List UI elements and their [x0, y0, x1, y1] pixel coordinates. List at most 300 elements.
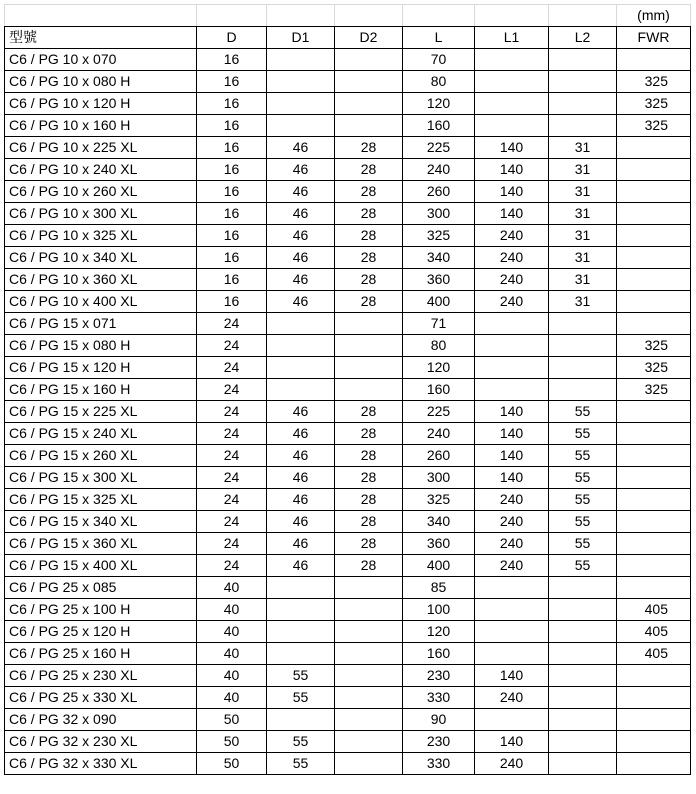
cell-d1: 46: [267, 401, 335, 423]
cell-d: 16: [197, 49, 267, 71]
cell-model: C6 / PG 15 x 360 XL: [5, 533, 197, 555]
cell-l1: 140: [475, 423, 549, 445]
cell-model: C6 / PG 10 x 340 XL: [5, 247, 197, 269]
cell-l: 400: [403, 555, 475, 577]
cell-l: 300: [403, 467, 475, 489]
cell-model: C6 / PG 32 x 330 XL: [5, 753, 197, 775]
cell-d2: 28: [335, 159, 403, 181]
cell-l2: [549, 577, 617, 599]
cell-d2: [335, 577, 403, 599]
cell-model: C6 / PG 15 x 120 H: [5, 357, 197, 379]
table-row: [5, 511, 691, 533]
cell-d: 24: [197, 335, 267, 357]
cell-l1: [475, 709, 549, 731]
cell-model: C6 / PG 10 x 160 H: [5, 115, 197, 137]
cell-l: 340: [403, 247, 475, 269]
cell-l1: 240: [475, 225, 549, 247]
cell-fwr: [617, 467, 691, 489]
cell-l2: [549, 599, 617, 621]
table-row: [5, 313, 691, 335]
cell-l: 160: [403, 379, 475, 401]
cell-d: 40: [197, 687, 267, 709]
cell-l: 225: [403, 137, 475, 159]
cell-d2: 28: [335, 555, 403, 577]
cell-l1: 240: [475, 489, 549, 511]
cell-l: 85: [403, 577, 475, 599]
cell-d2: 28: [335, 247, 403, 269]
cell-l1: 240: [475, 291, 549, 313]
cell-fwr: [617, 137, 691, 159]
cell-l1: 140: [475, 159, 549, 181]
header-d: D: [197, 27, 267, 49]
table-row: [5, 709, 691, 731]
cell-d2: 28: [335, 225, 403, 247]
table-row: [5, 181, 691, 203]
cell-model: C6 / PG 32 x 230 XL: [5, 731, 197, 753]
cell-d1: 46: [267, 225, 335, 247]
cell-d1: 46: [267, 533, 335, 555]
cell-l2: [549, 93, 617, 115]
cell-d: 24: [197, 313, 267, 335]
cell-l2: 31: [549, 247, 617, 269]
cell-model: C6 / PG 10 x 080 H: [5, 71, 197, 93]
cell-l1: [475, 621, 549, 643]
cell-d2: [335, 357, 403, 379]
cell-l: 330: [403, 753, 475, 775]
cell-l1: 140: [475, 181, 549, 203]
cell-d2: [335, 335, 403, 357]
cell-d: 16: [197, 269, 267, 291]
cell-d2: [335, 621, 403, 643]
table-row: [5, 599, 691, 621]
cell-l2: 31: [549, 137, 617, 159]
header-fwr: FWR: [617, 27, 691, 49]
cell-fwr: [617, 555, 691, 577]
header-l: L: [403, 27, 475, 49]
cell-l2: 55: [549, 533, 617, 555]
cell-d: 16: [197, 203, 267, 225]
cell-d1: 55: [267, 665, 335, 687]
cell-d: 24: [197, 511, 267, 533]
cell-fwr: [617, 225, 691, 247]
cell-d2: [335, 71, 403, 93]
cell-l2: 55: [549, 511, 617, 533]
cell-model: C6 / PG 10 x 225 XL: [5, 137, 197, 159]
cell-d2: [335, 709, 403, 731]
cell-d2: 28: [335, 203, 403, 225]
cell-d1: 46: [267, 445, 335, 467]
cell-l2: [549, 379, 617, 401]
cell-l2: 55: [549, 423, 617, 445]
cell-d2: 28: [335, 401, 403, 423]
cell-l: 230: [403, 731, 475, 753]
cell-l: 80: [403, 335, 475, 357]
cell-l1: [475, 93, 549, 115]
table-row: [5, 115, 691, 137]
table-row: [5, 203, 691, 225]
cell-d2: 28: [335, 445, 403, 467]
cell-model: C6 / PG 10 x 120 H: [5, 93, 197, 115]
cell-d2: [335, 313, 403, 335]
cell-d: 24: [197, 533, 267, 555]
cell-l2: 55: [549, 401, 617, 423]
cell-l2: [549, 335, 617, 357]
cell-d1: [267, 621, 335, 643]
cell-l: 240: [403, 159, 475, 181]
cell-d: 24: [197, 357, 267, 379]
cell-fwr: [617, 49, 691, 71]
cell-l: 330: [403, 687, 475, 709]
cell-d1: 46: [267, 203, 335, 225]
table-row: [5, 247, 691, 269]
cell-l2: 31: [549, 269, 617, 291]
cell-l1: [475, 115, 549, 137]
cell-model: C6 / PG 32 x 090: [5, 709, 197, 731]
cell-d1: [267, 313, 335, 335]
cell-fwr: [617, 753, 691, 775]
cell-l2: [549, 313, 617, 335]
cell-d2: 28: [335, 467, 403, 489]
header-row: [5, 27, 691, 49]
cell-l: 260: [403, 445, 475, 467]
cell-l: 160: [403, 643, 475, 665]
table-row: [5, 687, 691, 709]
cell-fwr: [617, 445, 691, 467]
cell-d2: [335, 731, 403, 753]
cell-d: 24: [197, 467, 267, 489]
cell-fwr: [617, 665, 691, 687]
cell-d2: [335, 115, 403, 137]
cell-l: 120: [403, 357, 475, 379]
cell-l: 100: [403, 599, 475, 621]
cell-l2: [549, 115, 617, 137]
unit-row: [5, 5, 691, 27]
table-row: [5, 533, 691, 555]
cell-model: C6 / PG 10 x 400 XL: [5, 291, 197, 313]
cell-model: C6 / PG 15 x 300 XL: [5, 467, 197, 489]
cell-d: 40: [197, 621, 267, 643]
cell-l1: 140: [475, 203, 549, 225]
cell-d2: [335, 93, 403, 115]
cell-l: 400: [403, 291, 475, 313]
cell-d1: [267, 643, 335, 665]
cell-fwr: 325: [617, 71, 691, 93]
cell-fwr: 325: [617, 357, 691, 379]
cell-l: 160: [403, 115, 475, 137]
cell-l: 71: [403, 313, 475, 335]
cell-d1: [267, 93, 335, 115]
cell-d1: 55: [267, 731, 335, 753]
cell-d: 24: [197, 379, 267, 401]
cell-l2: 55: [549, 489, 617, 511]
cell-d1: [267, 115, 335, 137]
cell-l1: 240: [475, 247, 549, 269]
cell-l1: 240: [475, 687, 549, 709]
cell-l1: 240: [475, 555, 549, 577]
cell-fwr: [617, 269, 691, 291]
cell-d2: [335, 599, 403, 621]
cell-l: 360: [403, 269, 475, 291]
cell-fwr: [617, 577, 691, 599]
cell-l1: [475, 599, 549, 621]
cell-l: 90: [403, 709, 475, 731]
cell-model: C6 / PG 10 x 325 XL: [5, 225, 197, 247]
cell-model: C6 / PG 25 x 120 H: [5, 621, 197, 643]
cell-l: 340: [403, 511, 475, 533]
unit-label: (mm): [617, 5, 691, 27]
cell-model: C6 / PG 15 x 400 XL: [5, 555, 197, 577]
cell-l: 80: [403, 71, 475, 93]
cell-d1: [267, 599, 335, 621]
cell-d1: 55: [267, 753, 335, 775]
cell-l2: 31: [549, 291, 617, 313]
cell-fwr: [617, 533, 691, 555]
cell-fwr: 405: [617, 643, 691, 665]
cell-l2: [549, 643, 617, 665]
cell-d: 40: [197, 599, 267, 621]
cell-l2: 55: [549, 467, 617, 489]
cell-l2: [549, 687, 617, 709]
cell-model: C6 / PG 10 x 070: [5, 49, 197, 71]
cell-d: 16: [197, 159, 267, 181]
cell-d1: [267, 49, 335, 71]
table-row: [5, 555, 691, 577]
cell-l1: [475, 357, 549, 379]
table-row: [5, 93, 691, 115]
cell-l1: 140: [475, 731, 549, 753]
cell-l: 70: [403, 49, 475, 71]
spec-table-container: [4, 4, 691, 775]
cell-fwr: 325: [617, 379, 691, 401]
cell-model: C6 / PG 25 x 160 H: [5, 643, 197, 665]
cell-l: 300: [403, 203, 475, 225]
cell-fwr: [617, 291, 691, 313]
cell-l2: [549, 665, 617, 687]
cell-d: 16: [197, 225, 267, 247]
cell-model: C6 / PG 25 x 230 XL: [5, 665, 197, 687]
cell-d2: 28: [335, 137, 403, 159]
cell-l2: [549, 731, 617, 753]
cell-d2: 28: [335, 533, 403, 555]
table-row: [5, 665, 691, 687]
cell-fwr: [617, 687, 691, 709]
header-d1: D1: [267, 27, 335, 49]
cell-d: 16: [197, 137, 267, 159]
cell-model: C6 / PG 10 x 240 XL: [5, 159, 197, 181]
cell-l1: [475, 577, 549, 599]
cell-model: C6 / PG 15 x 240 XL: [5, 423, 197, 445]
cell-d2: 28: [335, 181, 403, 203]
cell-model: C6 / PG 15 x 080 H: [5, 335, 197, 357]
header-d2: D2: [335, 27, 403, 49]
cell-l1: [475, 313, 549, 335]
cell-d1: 46: [267, 489, 335, 511]
cell-fwr: 325: [617, 335, 691, 357]
cell-fwr: 405: [617, 621, 691, 643]
cell-d1: [267, 709, 335, 731]
cell-l1: 140: [475, 467, 549, 489]
cell-model: C6 / PG 15 x 160 H: [5, 379, 197, 401]
cell-l: 260: [403, 181, 475, 203]
cell-model: C6 / PG 15 x 225 XL: [5, 401, 197, 423]
cell-d2: 28: [335, 489, 403, 511]
cell-l: 325: [403, 225, 475, 247]
cell-fwr: [617, 181, 691, 203]
cell-model: C6 / PG 15 x 340 XL: [5, 511, 197, 533]
table-row: [5, 291, 691, 313]
cell-l1: [475, 335, 549, 357]
table-row: [5, 445, 691, 467]
cell-model: C6 / PG 25 x 085: [5, 577, 197, 599]
cell-model: C6 / PG 25 x 330 XL: [5, 687, 197, 709]
cell-d1: 46: [267, 247, 335, 269]
cell-fwr: 325: [617, 93, 691, 115]
table-row: [5, 401, 691, 423]
cell-fwr: [617, 203, 691, 225]
table-row: [5, 731, 691, 753]
table-row: [5, 357, 691, 379]
cell-l2: [549, 357, 617, 379]
cell-d1: 46: [267, 269, 335, 291]
cell-d2: [335, 753, 403, 775]
cell-l2: 31: [549, 159, 617, 181]
cell-d1: 46: [267, 137, 335, 159]
cell-d1: 55: [267, 687, 335, 709]
table-row: [5, 379, 691, 401]
cell-d1: [267, 577, 335, 599]
header-l1: L1: [475, 27, 549, 49]
spec-table: [4, 4, 691, 775]
cell-l2: 55: [549, 445, 617, 467]
cell-l1: 140: [475, 401, 549, 423]
table-row: [5, 225, 691, 247]
cell-d1: [267, 335, 335, 357]
cell-model: C6 / PG 10 x 360 XL: [5, 269, 197, 291]
cell-d: 24: [197, 401, 267, 423]
cell-model: C6 / PG 15 x 071: [5, 313, 197, 335]
cell-d: 50: [197, 731, 267, 753]
cell-d: 16: [197, 291, 267, 313]
cell-l: 360: [403, 533, 475, 555]
cell-l1: [475, 643, 549, 665]
cell-model: C6 / PG 10 x 260 XL: [5, 181, 197, 203]
cell-d: 24: [197, 555, 267, 577]
cell-l1: [475, 379, 549, 401]
cell-d2: 28: [335, 511, 403, 533]
cell-l2: [549, 753, 617, 775]
cell-model: C6 / PG 25 x 100 H: [5, 599, 197, 621]
table-row: [5, 753, 691, 775]
cell-l2: 55: [549, 555, 617, 577]
cell-d1: 46: [267, 159, 335, 181]
cell-l: 120: [403, 621, 475, 643]
cell-d2: [335, 643, 403, 665]
cell-fwr: [617, 489, 691, 511]
cell-d: 24: [197, 489, 267, 511]
cell-fwr: 325: [617, 115, 691, 137]
cell-d2: 28: [335, 291, 403, 313]
cell-l1: 140: [475, 137, 549, 159]
header-l2: L2: [549, 27, 617, 49]
cell-d2: [335, 687, 403, 709]
cell-d: 16: [197, 181, 267, 203]
cell-fwr: [617, 709, 691, 731]
table-row: [5, 159, 691, 181]
cell-d1: 46: [267, 511, 335, 533]
cell-fwr: [617, 313, 691, 335]
cell-fwr: [617, 731, 691, 753]
cell-d: 50: [197, 709, 267, 731]
table-row: [5, 577, 691, 599]
cell-d1: 46: [267, 423, 335, 445]
cell-l1: 240: [475, 753, 549, 775]
cell-l1: [475, 49, 549, 71]
table-row: [5, 621, 691, 643]
cell-d1: [267, 357, 335, 379]
cell-d: 16: [197, 247, 267, 269]
cell-d1: [267, 71, 335, 93]
cell-fwr: 405: [617, 599, 691, 621]
cell-model: C6 / PG 10 x 300 XL: [5, 203, 197, 225]
cell-l2: 31: [549, 203, 617, 225]
cell-d2: [335, 665, 403, 687]
cell-d2: 28: [335, 423, 403, 445]
header-model: 型號: [5, 27, 197, 49]
cell-l1: [475, 71, 549, 93]
cell-d1: [267, 379, 335, 401]
cell-d: 24: [197, 445, 267, 467]
cell-l2: 31: [549, 225, 617, 247]
cell-model: C6 / PG 15 x 325 XL: [5, 489, 197, 511]
cell-l: 230: [403, 665, 475, 687]
cell-l1: 240: [475, 511, 549, 533]
cell-d: 16: [197, 93, 267, 115]
cell-fwr: [617, 423, 691, 445]
cell-d1: 46: [267, 291, 335, 313]
cell-l: 325: [403, 489, 475, 511]
cell-d1: 46: [267, 555, 335, 577]
table-row: [5, 49, 691, 71]
cell-d2: 28: [335, 269, 403, 291]
cell-d2: [335, 49, 403, 71]
table-row: [5, 643, 691, 665]
cell-fwr: [617, 511, 691, 533]
cell-model: C6 / PG 15 x 260 XL: [5, 445, 197, 467]
cell-fwr: [617, 159, 691, 181]
cell-d: 16: [197, 71, 267, 93]
cell-d: 40: [197, 577, 267, 599]
table-row: [5, 269, 691, 291]
cell-l1: 140: [475, 665, 549, 687]
table-row: [5, 137, 691, 159]
cell-d1: 46: [267, 467, 335, 489]
cell-l: 120: [403, 93, 475, 115]
cell-d2: [335, 379, 403, 401]
table-row: [5, 467, 691, 489]
cell-l2: [549, 621, 617, 643]
cell-d: 24: [197, 423, 267, 445]
cell-l2: [549, 71, 617, 93]
cell-l: 240: [403, 423, 475, 445]
table-row: [5, 335, 691, 357]
cell-fwr: [617, 401, 691, 423]
cell-l1: 240: [475, 533, 549, 555]
cell-d: 16: [197, 115, 267, 137]
cell-l2: [549, 709, 617, 731]
cell-d: 40: [197, 665, 267, 687]
table-row: [5, 71, 691, 93]
cell-l1: 140: [475, 445, 549, 467]
